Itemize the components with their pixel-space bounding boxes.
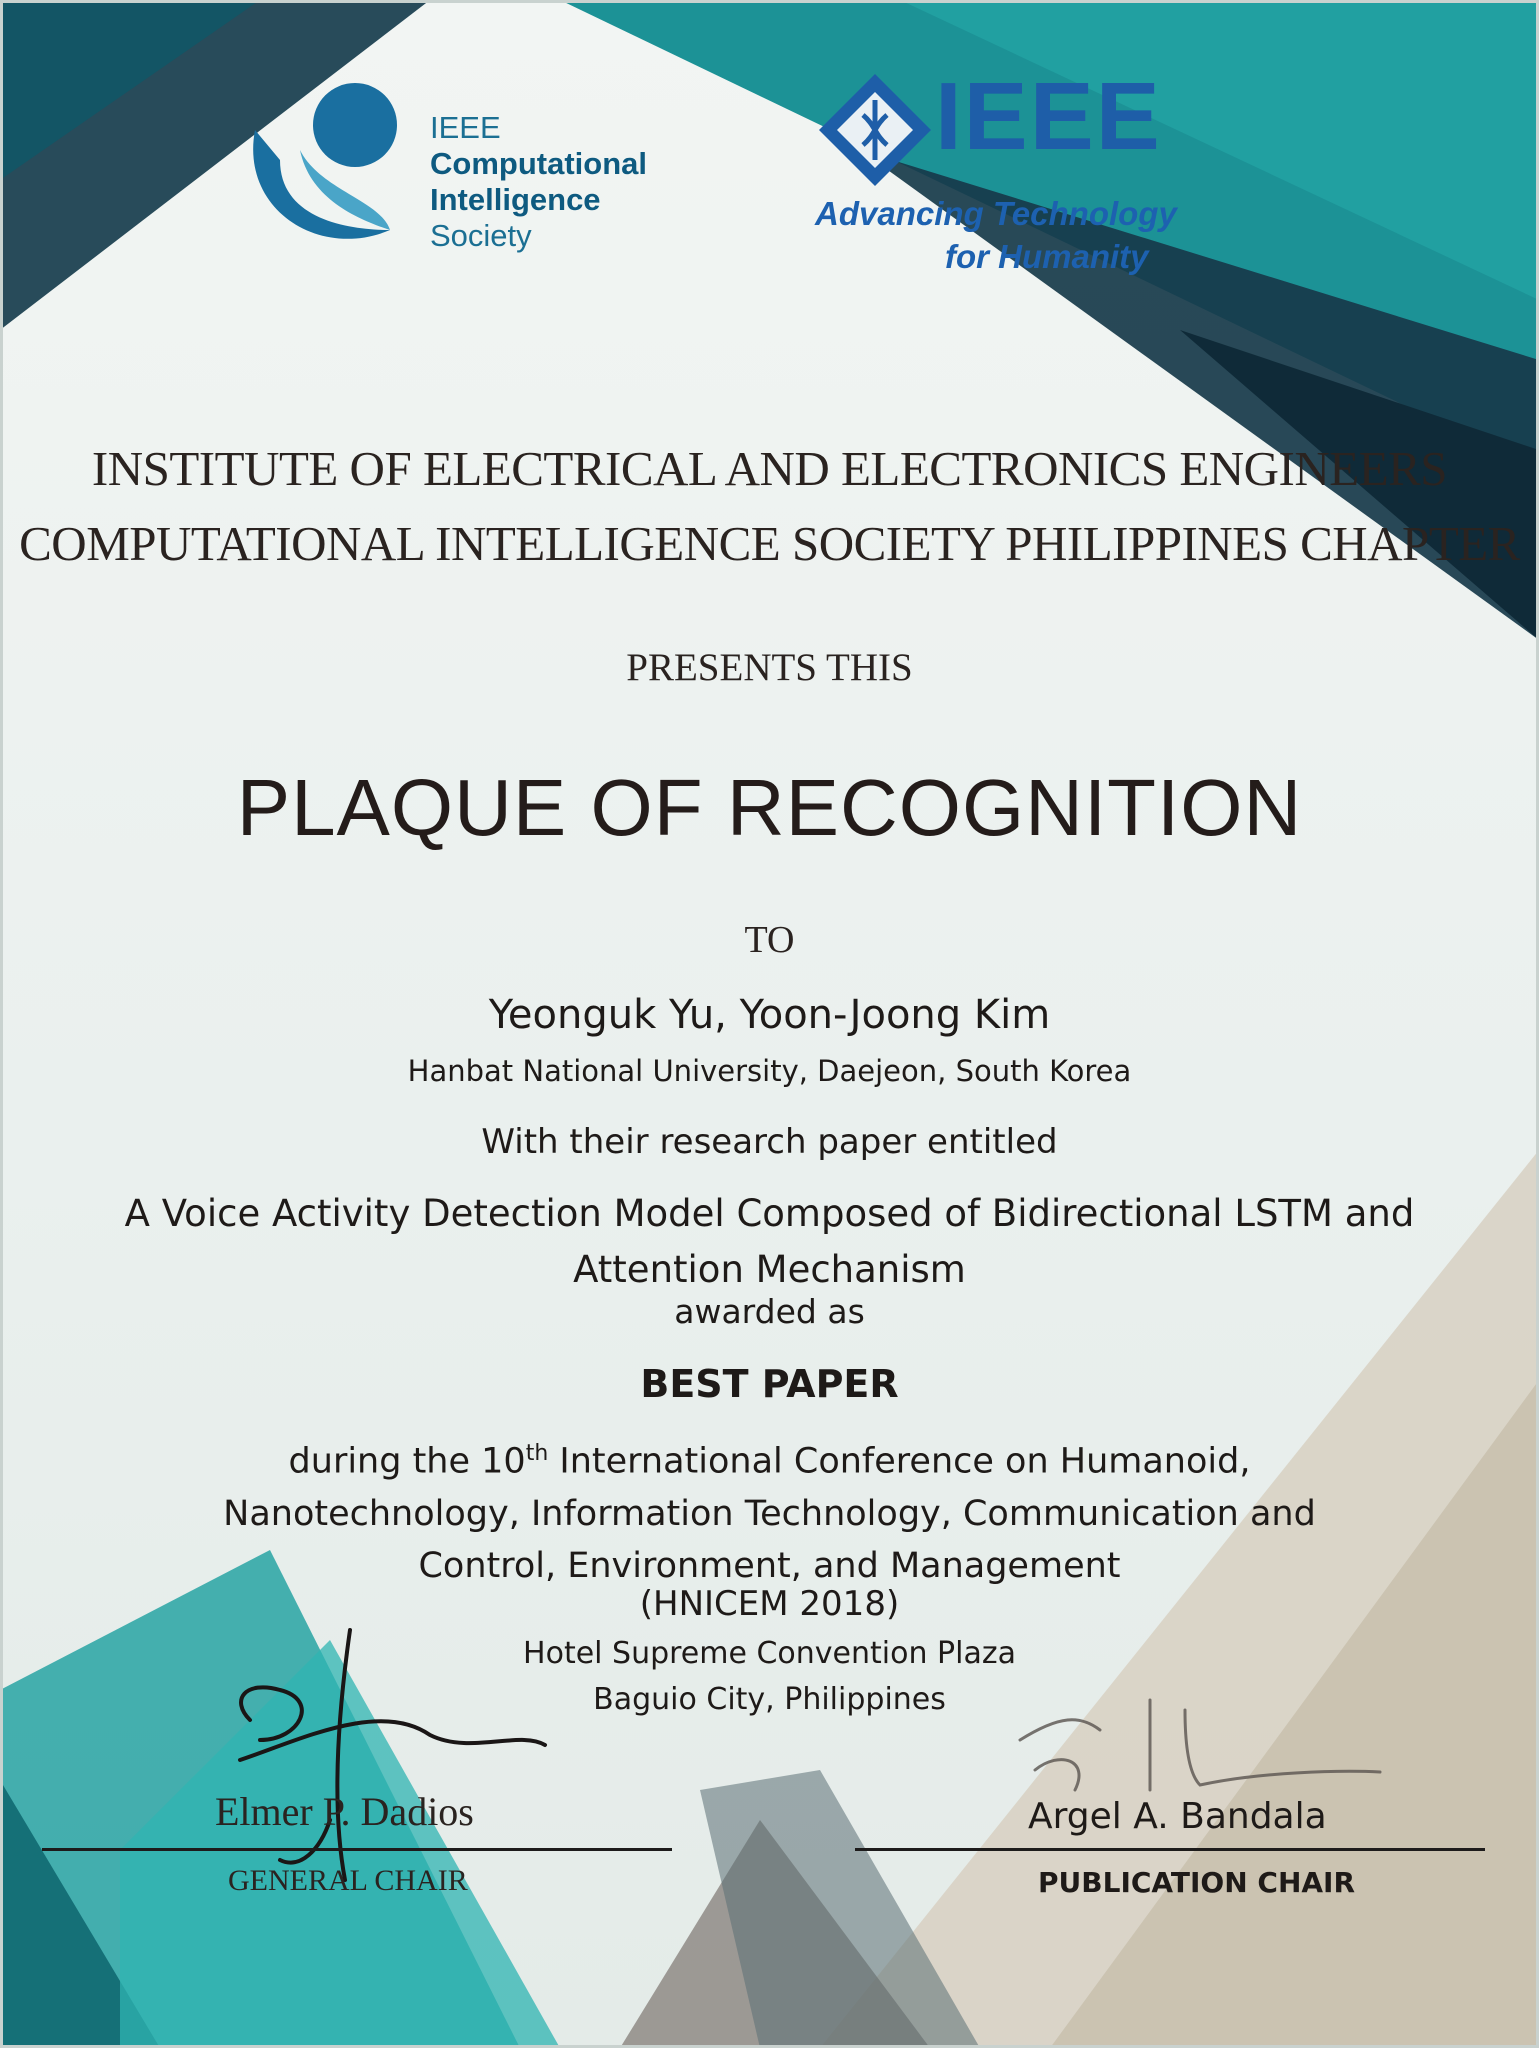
- conference-line-3: Control, Environment, and Management: [418, 1545, 1121, 1586]
- ieee-tagline-1: Advancing Technology: [815, 195, 1177, 232]
- awarded-as: awarded as: [674, 1292, 865, 1331]
- venue: Hotel Supreme Convention Plaza: [523, 1636, 1016, 1671]
- city: Baguio City, Philippines: [593, 1682, 946, 1717]
- general-chair-name: Elmer P. Dadios: [215, 1789, 474, 1834]
- recipients: Yeonguk Yu, Yoon-Joong Kim: [488, 992, 1051, 1038]
- publication-chair-title: PUBLICATION CHAIR: [1038, 1866, 1356, 1899]
- signature-left-icon: [240, 1630, 545, 1880]
- paper-intro: With their research paper entitled: [481, 1122, 1058, 1162]
- presents-text: PRESENTS THIS: [626, 646, 913, 689]
- conference-acronym: (HNICEM 2018): [639, 1584, 900, 1624]
- signature-line-left: [42, 1848, 672, 1851]
- signature-line-right: [855, 1848, 1485, 1851]
- cis-line-ieee: IEEE: [430, 110, 501, 145]
- signature-right-icon: [1020, 1700, 1380, 1790]
- cis-line-intelligence: Intelligence: [430, 182, 601, 217]
- ieee-wordmark: IEEE: [935, 63, 1162, 170]
- conference-pre: during the 10: [288, 1441, 526, 1482]
- plaque-title: PLAQUE OF RECOGNITION: [236, 763, 1303, 852]
- publication-chair-name: Argel A. Bandala: [1028, 1796, 1327, 1837]
- cis-line-society: Society: [430, 218, 532, 253]
- affiliation: Hanbat National University, Daejeon, South Korea: [407, 1054, 1132, 1088]
- cis-line-computational: Computational: [430, 146, 647, 181]
- general-chair-title: GENERAL CHAIR: [228, 1864, 468, 1897]
- org-line-1: INSTITUTE OF ELECTRICAL AND ELECTRONICS ENGINEERS: [91, 441, 1448, 496]
- to-label: TO: [744, 919, 795, 961]
- award-name: BEST PAPER: [640, 1362, 899, 1406]
- org-line-2: COMPUTATIONAL INTELLIGENCE SOCIETY PHILIPPINES CHAPTER: [19, 516, 1520, 571]
- paper-title-line-2: Attention Mechanism: [573, 1248, 966, 1291]
- paper-title-line-1: A Voice Activity Detection Model Composed of Bidirectional LSTM and: [124, 1192, 1415, 1235]
- ieee-tagline-2: for Humanity: [945, 238, 1149, 275]
- conference-post: International Conference on Humanoid,: [548, 1441, 1251, 1482]
- ordinal-suffix: th: [525, 1441, 549, 1466]
- conference-line-2: Nanotechnology, Information Technology, Communication and: [223, 1493, 1316, 1534]
